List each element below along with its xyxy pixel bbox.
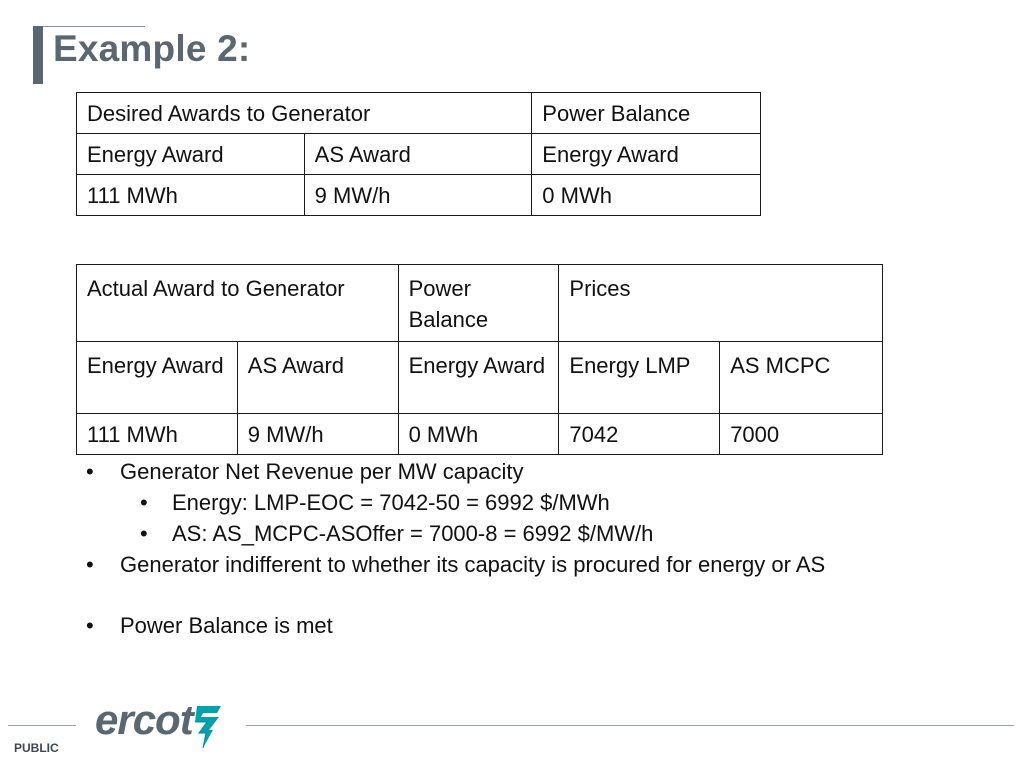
list-item-text: Generator indifferent to whether its capacity is procured for energy or AS: [120, 552, 826, 577]
list-item: [86, 610, 1006, 641]
table-row: [77, 175, 761, 216]
table-subheader-cell: Energy Award: [77, 134, 305, 175]
list-item-text: Energy: LMP-EOC = 7042-50 = 6992 $/MWh: [172, 490, 610, 515]
table-cell: 0 MWh: [532, 175, 761, 216]
title-accent-bar: [33, 26, 43, 84]
table-cell: 111 MWh: [77, 414, 238, 455]
title-rule: [33, 26, 145, 27]
table-row: [77, 342, 883, 414]
table-header-cell: Desired Awards to Generator: [77, 93, 532, 134]
table-header-cell: Power Balance: [532, 93, 761, 134]
ercot-logo-text: ercot: [95, 696, 193, 743]
bullet-list: [86, 456, 1006, 641]
desired-awards-table: [76, 92, 761, 216]
table-subheader-cell: Energy LMP: [559, 342, 720, 414]
table-cell: 9 MW/h: [237, 414, 398, 455]
table-row: [77, 134, 761, 175]
list-item: [86, 549, 1006, 580]
list-item-text: AS: AS_MCPC-ASOffer = 7000-8 = 6992 $/MW/h: [172, 521, 654, 546]
table-subheader-cell: AS Award: [237, 342, 398, 414]
actual-award-table: [76, 264, 883, 455]
table-cell: 111 MWh: [77, 175, 305, 216]
bullet-glyph: •: [86, 613, 94, 638]
bullet-glyph: •: [140, 521, 148, 546]
table-subheader-cell: AS MCPC: [720, 342, 883, 414]
table-row: [77, 265, 883, 342]
bullet-glyph: •: [86, 459, 94, 484]
table-cell: 9 MW/h: [304, 175, 532, 216]
classification-label: PUBLIC: [14, 741, 59, 755]
table-row: [77, 93, 761, 134]
list-item: [86, 456, 1006, 487]
bullet-glyph: •: [86, 552, 94, 577]
list-item-text: Generator Net Revenue per MW capacity: [120, 459, 524, 484]
table-subheader-cell: Energy Award: [398, 342, 559, 414]
table-subheader-cell: Energy Award: [532, 134, 761, 175]
list-item-text: Power Balance is met: [120, 613, 333, 638]
table-row: [77, 414, 883, 455]
table-header-cell: Actual Award to Generator: [77, 265, 399, 342]
slide-title: Example 2:: [53, 28, 251, 69]
table-subheader-cell: Energy Award: [77, 342, 238, 414]
bullet-glyph: •: [140, 490, 148, 515]
table-cell: 0 MWh: [398, 414, 559, 455]
ercot-bolt-icon: [191, 700, 229, 750]
table-cell: 7042: [559, 414, 720, 455]
table-header-cell: Power Balance: [398, 265, 559, 342]
footer-rule-right: [246, 725, 1014, 726]
footer-rule-left: [8, 725, 76, 726]
table-cell: 7000: [720, 414, 883, 455]
table-header-cell: Prices: [559, 265, 883, 342]
list-spacer: [86, 580, 1006, 610]
table-subheader-cell: AS Award: [304, 134, 532, 175]
list-item: [86, 518, 1006, 549]
list-item: [86, 487, 1006, 518]
